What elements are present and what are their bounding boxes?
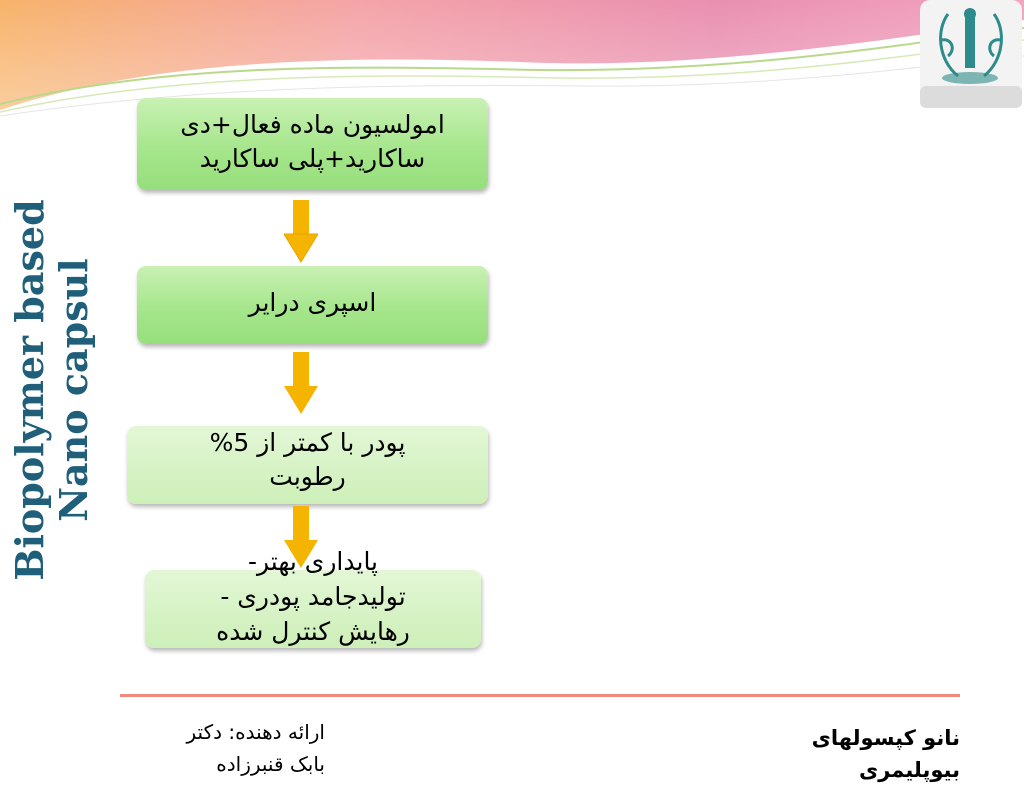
side-title-line-2: Nano capsul: [51, 258, 96, 522]
flow-step-powder: [127, 426, 488, 504]
flow-step-benefits-line-2: تولیدجامد پودری -: [220, 582, 406, 611]
presenter-line-1: ارائه دهنده: دکتر: [186, 720, 325, 744]
footer-divider: [120, 694, 960, 697]
flow-step-emulsion-line-2: ساکارید+پلی ساکارید: [199, 144, 426, 173]
flow-step-benefits-text: [145, 544, 481, 649]
presenter-credit: [120, 716, 325, 780]
flow-step-spray-dryer: [137, 266, 488, 344]
flow-step-spray-dryer-label: اسپری درایر: [248, 288, 377, 317]
flow-step-benefits-line-1: پایداری بهتر-: [247, 547, 379, 576]
side-title-line-1: Biopolymer based: [7, 199, 52, 581]
flow-step-powder-line-2: رطوبت: [269, 462, 346, 491]
side-title: [8, 190, 108, 590]
flow-step-powder-line-1: پودر با کمتر از 5%: [209, 428, 406, 457]
footer-title-line-2: بیوپلیمری: [858, 758, 960, 782]
down-arrow-icon: [284, 352, 318, 416]
footer-title-line-1: نانو کپسولهای: [811, 726, 960, 750]
flow-step-benefits-line-3: رهایش کنترل شده: [216, 617, 410, 646]
university-emblem-logo: [918, 0, 1024, 112]
flow-step-emulsion-line-1: امولسیون ماده فعال+دی: [180, 110, 445, 139]
footer-title: [700, 722, 960, 786]
presenter-line-2: بابک قنبرزاده: [216, 752, 325, 776]
flow-step-emulsion: [137, 98, 488, 190]
down-arrow-icon: [284, 200, 318, 264]
